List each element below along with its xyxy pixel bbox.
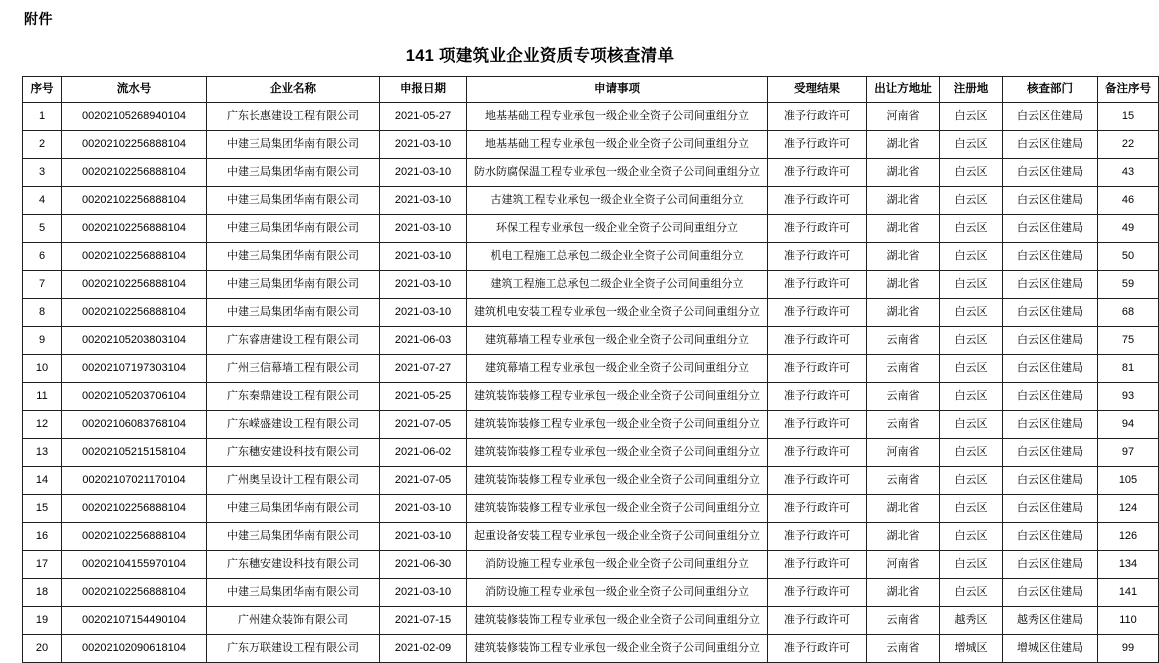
cell-registration-place: 白云区 [940, 187, 1003, 215]
table-row [23, 411, 1159, 439]
cell-apply-matter: 建筑装修装饰工程专业承包一级企业全资子公司间重组分立 [467, 635, 768, 663]
cell-note-seq: 75 [1098, 327, 1159, 355]
cell-registration-place: 白云区 [940, 215, 1003, 243]
cell-transferor-address: 云南省 [867, 467, 940, 495]
cell-apply-matter: 建筑装修装饰工程专业承包一级企业全资子公司间重组分立 [467, 607, 768, 635]
cell-seq: 8 [23, 299, 62, 327]
table-row [23, 495, 1159, 523]
cell-flow-number: 00202107021170104 [62, 467, 207, 495]
cell-transferor-address: 河南省 [867, 439, 940, 467]
cell-apply-matter: 机电工程施工总承包二级企业全资子公司间重组分立 [467, 243, 768, 271]
cell-review-department: 白云区住建局 [1003, 495, 1098, 523]
cell-registration-place: 白云区 [940, 131, 1003, 159]
cell-apply-date: 2021-06-02 [380, 439, 467, 467]
cell-accept-result: 准予行政许可 [768, 467, 867, 495]
page-title: 141 项建筑业企业资质专项核查清单 [405, 47, 675, 65]
cell-review-department: 白云区住建局 [1003, 439, 1098, 467]
cell-flow-number: 00202105203706104 [62, 383, 207, 411]
table-row [23, 355, 1159, 383]
cell-seq: 17 [23, 551, 62, 579]
cell-review-department: 白云区住建局 [1003, 523, 1098, 551]
cell-apply-matter: 起重设备安装工程专业承包一级企业全资子公司间重组分立 [467, 523, 768, 551]
cell-company-name: 中建三局集团华南有限公司 [207, 131, 380, 159]
cell-accept-result: 准予行政许可 [768, 495, 867, 523]
column-header-note-seq: 备注序号 [1098, 77, 1159, 103]
cell-note-seq: 110 [1098, 607, 1159, 635]
cell-accept-result: 准予行政许可 [768, 103, 867, 131]
cell-registration-place: 白云区 [940, 355, 1003, 383]
cell-apply-matter: 建筑幕墙工程专业承包一级企业全资子公司间重组分立 [467, 327, 768, 355]
cell-seq: 10 [23, 355, 62, 383]
cell-apply-date: 2021-05-27 [380, 103, 467, 131]
cell-note-seq: 124 [1098, 495, 1159, 523]
cell-transferor-address: 湖北省 [867, 579, 940, 607]
cell-registration-place: 增城区 [940, 635, 1003, 663]
cell-accept-result: 准予行政许可 [768, 271, 867, 299]
column-header-transferor-address: 出让方地址 [867, 77, 940, 103]
cell-company-name: 广东万联建设工程有限公司 [207, 635, 380, 663]
cell-company-name: 中建三局集团华南有限公司 [207, 243, 380, 271]
cell-accept-result: 准予行政许可 [768, 159, 867, 187]
cell-apply-matter: 建筑装饰装修工程专业承包一级企业全资子公司间重组分立 [467, 495, 768, 523]
cell-accept-result: 准予行政许可 [768, 523, 867, 551]
cell-registration-place: 白云区 [940, 159, 1003, 187]
column-header-company-name: 企业名称 [207, 77, 380, 103]
cell-apply-matter: 地基基础工程专业承包一级企业全资子公司间重组分立 [467, 103, 768, 131]
cell-note-seq: 43 [1098, 159, 1159, 187]
cell-apply-matter: 防水防腐保温工程专业承包一级企业全资子公司间重组分立 [467, 159, 768, 187]
cell-flow-number: 00202102256888104 [62, 187, 207, 215]
cell-company-name: 广东嵘盛建设工程有限公司 [207, 411, 380, 439]
table-row [23, 551, 1159, 579]
cell-review-department: 白云区住建局 [1003, 187, 1098, 215]
cell-seq: 11 [23, 383, 62, 411]
cell-transferor-address: 河南省 [867, 551, 940, 579]
table-row [23, 243, 1159, 271]
cell-apply-matter: 建筑工程施工总承包二级企业全资子公司间重组分立 [467, 271, 768, 299]
cell-seq: 19 [23, 607, 62, 635]
cell-review-department: 白云区住建局 [1003, 551, 1098, 579]
cell-accept-result: 准予行政许可 [768, 439, 867, 467]
cell-transferor-address: 云南省 [867, 327, 940, 355]
cell-flow-number: 00202102256888104 [62, 271, 207, 299]
cell-transferor-address: 湖北省 [867, 215, 940, 243]
cell-review-department: 白云区住建局 [1003, 271, 1098, 299]
cell-accept-result: 准予行政许可 [768, 187, 867, 215]
cell-review-department: 白云区住建局 [1003, 467, 1098, 495]
cell-company-name: 中建三局集团华南有限公司 [207, 579, 380, 607]
cell-accept-result: 准予行政许可 [768, 607, 867, 635]
cell-review-department: 白云区住建局 [1003, 131, 1098, 159]
cell-transferor-address: 湖北省 [867, 243, 940, 271]
cell-flow-number: 00202102256888104 [62, 299, 207, 327]
cell-accept-result: 准予行政许可 [768, 327, 867, 355]
cell-transferor-address: 云南省 [867, 383, 940, 411]
cell-company-name: 中建三局集团华南有限公司 [207, 215, 380, 243]
cell-accept-result: 准予行政许可 [768, 383, 867, 411]
cell-review-department: 增城区住建局 [1003, 635, 1098, 663]
cell-seq: 3 [23, 159, 62, 187]
cell-flow-number: 00202104155970104 [62, 551, 207, 579]
cell-flow-number: 00202102256888104 [62, 523, 207, 551]
cell-transferor-address: 湖北省 [867, 271, 940, 299]
cell-seq: 18 [23, 579, 62, 607]
cell-apply-date: 2021-03-10 [380, 271, 467, 299]
cell-flow-number: 00202102256888104 [62, 159, 207, 187]
cell-flow-number: 00202102090618104 [62, 635, 207, 663]
cell-review-department: 白云区住建局 [1003, 327, 1098, 355]
cell-review-department: 白云区住建局 [1003, 103, 1098, 131]
cell-apply-date: 2021-07-27 [380, 355, 467, 383]
cell-apply-date: 2021-03-10 [380, 187, 467, 215]
cell-company-name: 中建三局集团华南有限公司 [207, 159, 380, 187]
cell-apply-date: 2021-03-10 [380, 523, 467, 551]
table-row [23, 327, 1159, 355]
cell-flow-number: 00202105268940104 [62, 103, 207, 131]
cell-registration-place: 白云区 [940, 327, 1003, 355]
table-row [23, 607, 1159, 635]
cell-apply-date: 2021-03-10 [380, 243, 467, 271]
table-row [23, 635, 1159, 663]
table-header-row [23, 77, 1159, 103]
cell-apply-matter: 建筑装饰装修工程专业承包一级企业全资子公司间重组分立 [467, 411, 768, 439]
checklist-table [22, 76, 1159, 663]
cell-note-seq: 81 [1098, 355, 1159, 383]
cell-apply-matter: 建筑装饰装修工程专业承包一级企业全资子公司间重组分立 [467, 439, 768, 467]
cell-note-seq: 50 [1098, 243, 1159, 271]
column-header-flow-number: 流水号 [62, 77, 207, 103]
cell-flow-number: 00202102256888104 [62, 495, 207, 523]
cell-apply-matter: 建筑机电安装工程专业承包一级企业全资子公司间重组分立 [467, 299, 768, 327]
cell-transferor-address: 湖北省 [867, 299, 940, 327]
cell-apply-date: 2021-03-10 [380, 495, 467, 523]
cell-apply-matter: 建筑装饰装修工程专业承包一级企业全资子公司间重组分立 [467, 467, 768, 495]
cell-note-seq: 93 [1098, 383, 1159, 411]
cell-apply-date: 2021-07-05 [380, 467, 467, 495]
cell-seq: 20 [23, 635, 62, 663]
cell-review-department: 白云区住建局 [1003, 355, 1098, 383]
cell-apply-date: 2021-03-10 [380, 579, 467, 607]
cell-company-name: 广东秦鼎建设工程有限公司 [207, 383, 380, 411]
cell-apply-date: 2021-03-10 [380, 159, 467, 187]
cell-apply-date: 2021-05-25 [380, 383, 467, 411]
cell-apply-matter: 建筑装饰装修工程专业承包一级企业全资子公司间重组分立 [467, 383, 768, 411]
cell-company-name: 广州奥呈设计工程有限公司 [207, 467, 380, 495]
cell-registration-place: 白云区 [940, 243, 1003, 271]
cell-apply-matter: 建筑幕墙工程专业承包一级企业全资子公司间重组分立 [467, 355, 768, 383]
cell-apply-matter: 地基基础工程专业承包一级企业全资子公司间重组分立 [467, 131, 768, 159]
cell-review-department: 白云区住建局 [1003, 215, 1098, 243]
table-row [23, 271, 1159, 299]
cell-apply-matter: 消防设施工程专业承包一级企业全资子公司间重组分立 [467, 551, 768, 579]
cell-transferor-address: 湖北省 [867, 495, 940, 523]
cell-note-seq: 97 [1098, 439, 1159, 467]
cell-registration-place: 白云区 [940, 271, 1003, 299]
cell-registration-place: 白云区 [940, 551, 1003, 579]
cell-accept-result: 准予行政许可 [768, 635, 867, 663]
cell-accept-result: 准予行政许可 [768, 411, 867, 439]
cell-note-seq: 99 [1098, 635, 1159, 663]
cell-accept-result: 准予行政许可 [768, 131, 867, 159]
cell-apply-matter: 古建筑工程专业承包一级企业全资子公司间重组分立 [467, 187, 768, 215]
column-header-seq: 序号 [23, 77, 62, 103]
cell-note-seq: 134 [1098, 551, 1159, 579]
cell-company-name: 广州建众装饰有限公司 [207, 607, 380, 635]
cell-transferor-address: 湖北省 [867, 523, 940, 551]
table-row [23, 215, 1159, 243]
cell-registration-place: 白云区 [940, 411, 1003, 439]
cell-apply-date: 2021-03-10 [380, 215, 467, 243]
cell-note-seq: 126 [1098, 523, 1159, 551]
cell-flow-number: 00202106083768104 [62, 411, 207, 439]
cell-seq: 9 [23, 327, 62, 355]
cell-transferor-address: 云南省 [867, 355, 940, 383]
column-header-registration-place: 注册地 [940, 77, 1003, 103]
table-row [23, 187, 1159, 215]
table-row [23, 579, 1159, 607]
table-body [23, 103, 1159, 663]
column-header-apply-matter: 申请事项 [467, 77, 768, 103]
cell-flow-number: 00202102256888104 [62, 579, 207, 607]
cell-accept-result: 准予行政许可 [768, 215, 867, 243]
cell-review-department: 越秀区住建局 [1003, 607, 1098, 635]
cell-note-seq: 15 [1098, 103, 1159, 131]
cell-apply-matter: 消防设施工程专业承包一级企业全资子公司间重组分立 [467, 579, 768, 607]
cell-accept-result: 准予行政许可 [768, 299, 867, 327]
cell-apply-matter: 环保工程专业承包一级企业全资子公司间重组分立 [467, 215, 768, 243]
cell-review-department: 白云区住建局 [1003, 243, 1098, 271]
cell-accept-result: 准予行政许可 [768, 243, 867, 271]
cell-accept-result: 准予行政许可 [768, 355, 867, 383]
cell-seq: 7 [23, 271, 62, 299]
cell-apply-date: 2021-07-05 [380, 411, 467, 439]
cell-apply-date: 2021-07-15 [380, 607, 467, 635]
cell-company-name: 中建三局集团华南有限公司 [207, 299, 380, 327]
cell-registration-place: 白云区 [940, 103, 1003, 131]
cell-apply-date: 2021-06-30 [380, 551, 467, 579]
cell-flow-number: 00202107197303104 [62, 355, 207, 383]
table-row [23, 523, 1159, 551]
cell-note-seq: 94 [1098, 411, 1159, 439]
cell-registration-place: 白云区 [940, 383, 1003, 411]
cell-apply-date: 2021-06-03 [380, 327, 467, 355]
cell-transferor-address: 湖北省 [867, 159, 940, 187]
cell-seq: 6 [23, 243, 62, 271]
table-row [23, 383, 1159, 411]
cell-flow-number: 00202105215158104 [62, 439, 207, 467]
cell-registration-place: 白云区 [940, 467, 1003, 495]
cell-company-name: 中建三局集团华南有限公司 [207, 495, 380, 523]
cell-note-seq: 22 [1098, 131, 1159, 159]
cell-registration-place: 白云区 [940, 523, 1003, 551]
cell-note-seq: 141 [1098, 579, 1159, 607]
cell-note-seq: 49 [1098, 215, 1159, 243]
column-header-accept-result: 受理结果 [768, 77, 867, 103]
cell-apply-date: 2021-03-10 [380, 299, 467, 327]
cell-flow-number: 00202105203803104 [62, 327, 207, 355]
cell-review-department: 白云区住建局 [1003, 579, 1098, 607]
cell-note-seq: 105 [1098, 467, 1159, 495]
cell-company-name: 中建三局集团华南有限公司 [207, 271, 380, 299]
cell-registration-place: 白云区 [940, 495, 1003, 523]
cell-apply-date: 2021-03-10 [380, 131, 467, 159]
cell-company-name: 中建三局集团华南有限公司 [207, 187, 380, 215]
cell-seq: 2 [23, 131, 62, 159]
table-row [23, 439, 1159, 467]
cell-note-seq: 46 [1098, 187, 1159, 215]
cell-registration-place: 白云区 [940, 579, 1003, 607]
cell-seq: 16 [23, 523, 62, 551]
table-row [23, 159, 1159, 187]
cell-seq: 5 [23, 215, 62, 243]
cell-registration-place: 白云区 [940, 439, 1003, 467]
cell-registration-place: 越秀区 [940, 607, 1003, 635]
cell-flow-number: 00202107154490104 [62, 607, 207, 635]
cell-seq: 12 [23, 411, 62, 439]
cell-transferor-address: 云南省 [867, 635, 940, 663]
table-row [23, 299, 1159, 327]
cell-seq: 15 [23, 495, 62, 523]
cell-seq: 4 [23, 187, 62, 215]
cell-note-seq: 59 [1098, 271, 1159, 299]
cell-transferor-address: 云南省 [867, 411, 940, 439]
cell-seq: 1 [23, 103, 62, 131]
cell-registration-place: 白云区 [940, 299, 1003, 327]
column-header-review-department: 核查部门 [1003, 77, 1098, 103]
table-row [23, 467, 1159, 495]
cell-review-department: 白云区住建局 [1003, 383, 1098, 411]
cell-flow-number: 00202102256888104 [62, 215, 207, 243]
cell-review-department: 白云区住建局 [1003, 299, 1098, 327]
cell-company-name: 广东穗安建设科技有限公司 [207, 551, 380, 579]
cell-accept-result: 准予行政许可 [768, 579, 867, 607]
cell-flow-number: 00202102256888104 [62, 243, 207, 271]
attachment-label: 附件 [24, 11, 53, 27]
cell-seq: 13 [23, 439, 62, 467]
cell-accept-result: 准予行政许可 [768, 551, 867, 579]
cell-transferor-address: 湖北省 [867, 131, 940, 159]
table-row [23, 131, 1159, 159]
cell-company-name: 中建三局集团华南有限公司 [207, 523, 380, 551]
cell-company-name: 广东睿唐建设工程有限公司 [207, 327, 380, 355]
cell-review-department: 白云区住建局 [1003, 159, 1098, 187]
column-header-apply-date: 申报日期 [380, 77, 467, 103]
cell-flow-number: 00202102256888104 [62, 131, 207, 159]
table-row [23, 103, 1159, 131]
cell-company-name: 广东长惠建设工程有限公司 [207, 103, 380, 131]
cell-transferor-address: 湖北省 [867, 187, 940, 215]
cell-seq: 14 [23, 467, 62, 495]
cell-apply-date: 2021-02-09 [380, 635, 467, 663]
cell-company-name: 广州三信幕墙工程有限公司 [207, 355, 380, 383]
cell-company-name: 广东穗安建设科技有限公司 [207, 439, 380, 467]
cell-transferor-address: 河南省 [867, 103, 940, 131]
cell-review-department: 白云区住建局 [1003, 411, 1098, 439]
cell-transferor-address: 云南省 [867, 607, 940, 635]
cell-note-seq: 68 [1098, 299, 1159, 327]
